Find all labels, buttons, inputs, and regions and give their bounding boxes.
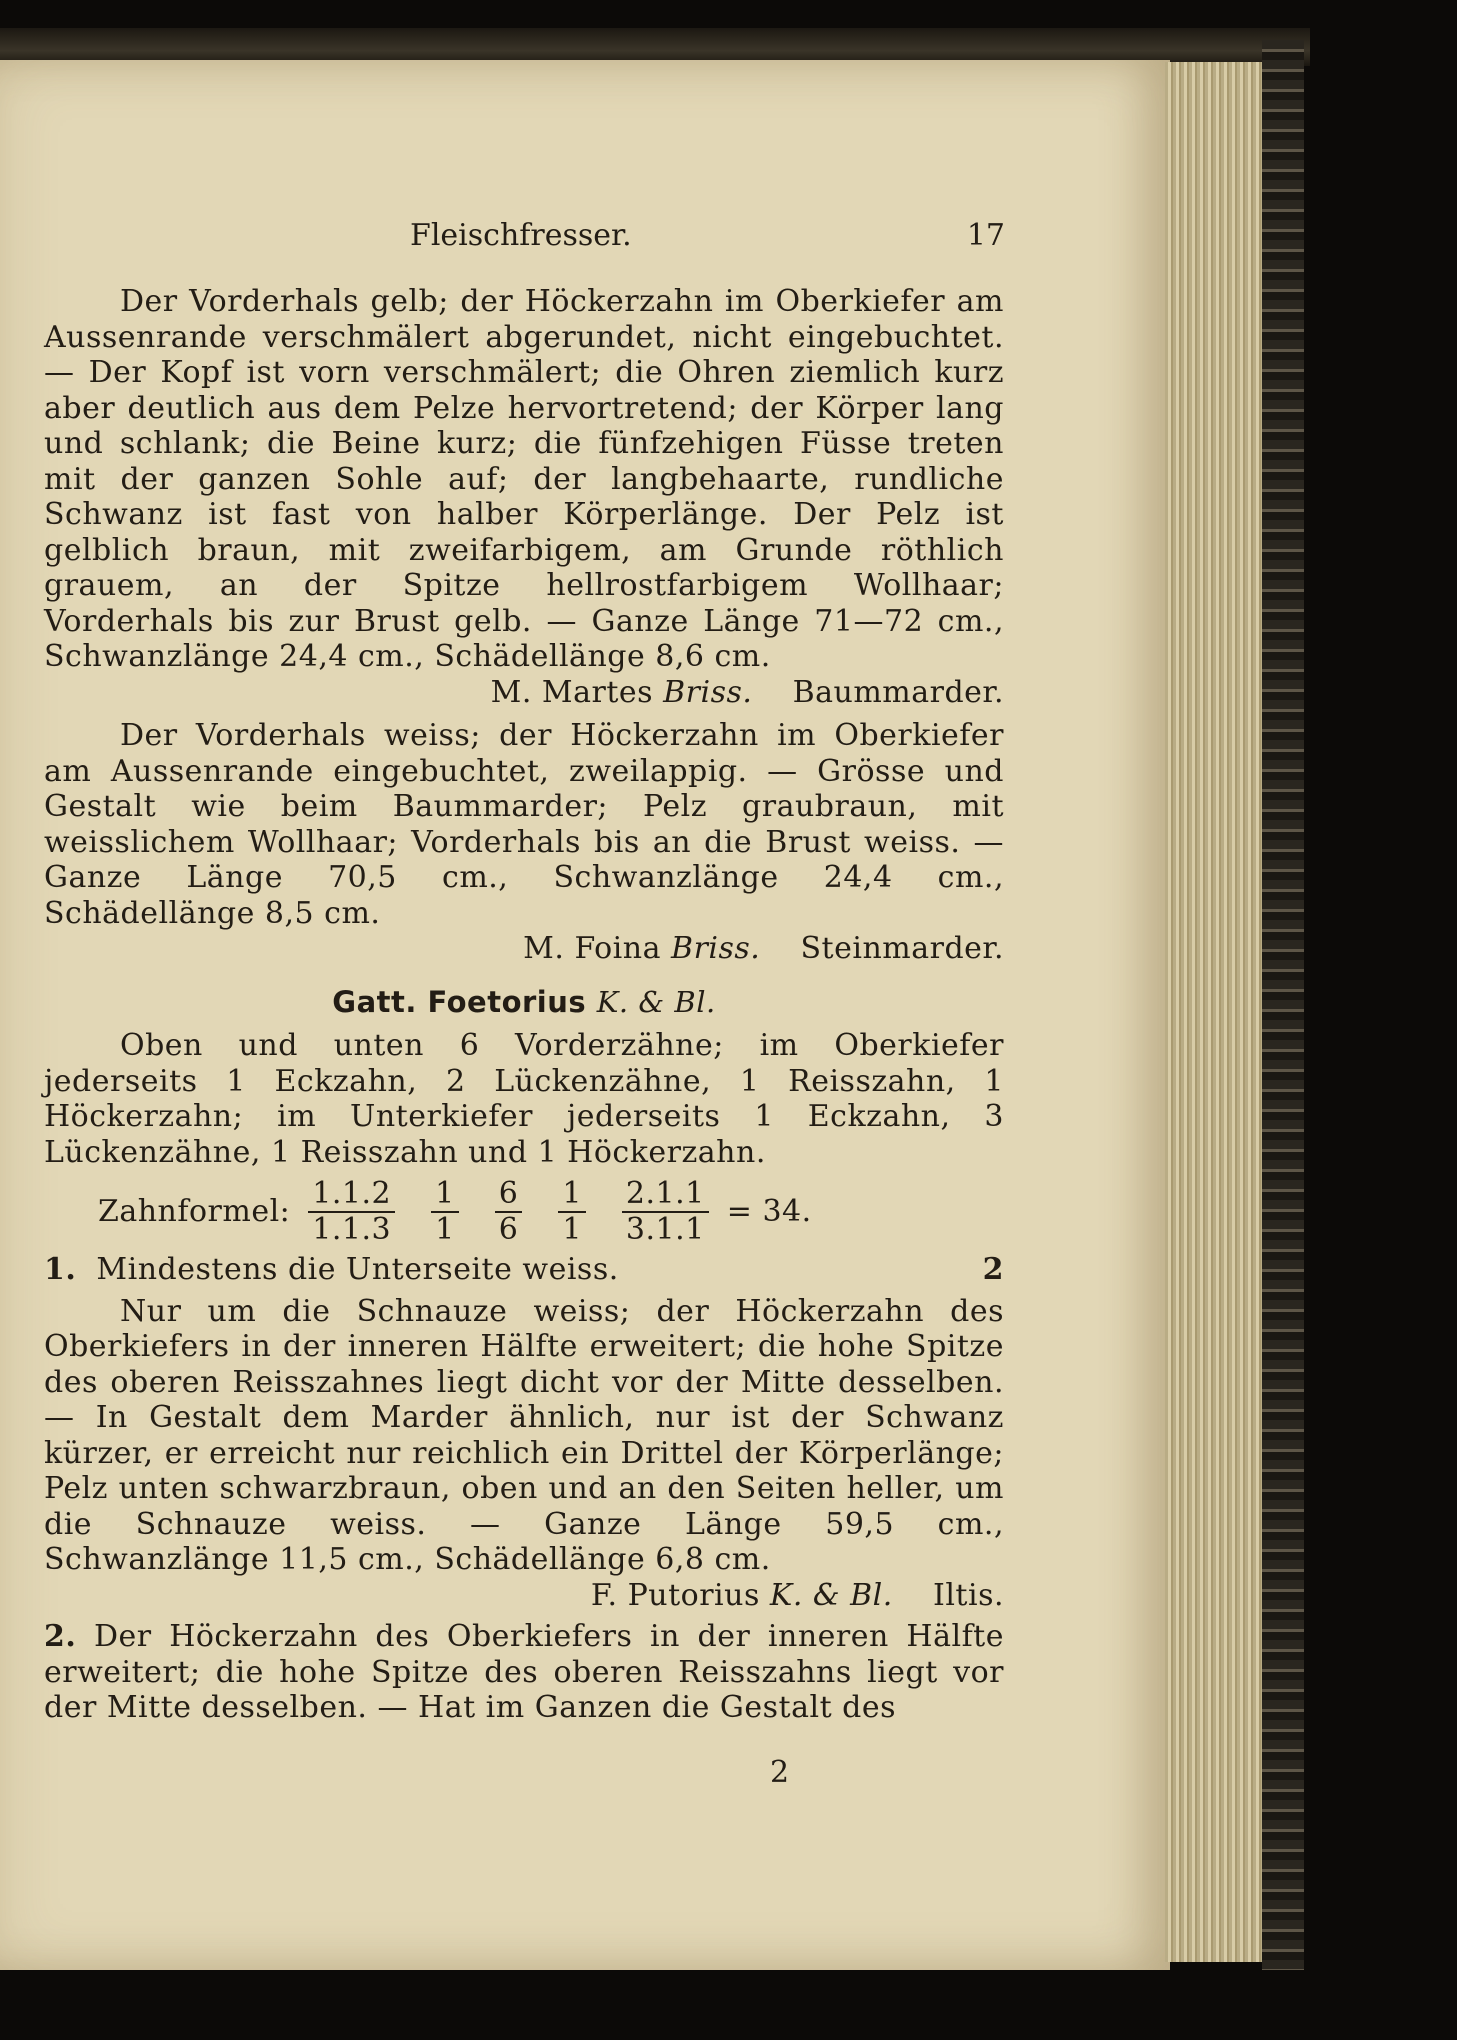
species-name: M. Martes [490,674,654,710]
paragraph-foetorius: Oben und unten 6 Vorderzähne; im Oberkiefer jederseits 1 Eckzahn, 2 Lückenzähne, 1 Reisszahn, 1 Höckerzahn; im Unterkiefer jederseits 1 Eckzahn, 3 Lückenzähne, 1 Reisszahn und 1 Höckerzahn. [44,1028,1004,1170]
fraction-numerator: 2.1.1 [622,1177,709,1213]
key-text: Mindestens die Unterseite weiss. [96,1252,619,1287]
fraction-numerator: 1 [431,1177,459,1213]
fraction-numerator: 1.1.2 [308,1177,395,1213]
page-number: 17 [966,218,1005,253]
species-line-martes [44,675,1004,711]
species-author: Briss. [663,674,753,710]
formula-fraction [558,1177,586,1247]
dental-formula [44,1172,1004,1252]
paragraph-steinmarder: Der Vorderhals weiss; der Höckerzahn im Oberkiefer am Aussenrande eingebuchtet, zweilappig. — Grösse und Gestalt wie beim Baummarder; Pelz graubraun, mit weisslichem Wollhaar; Vorderhals bis an die Brust weiss. — Ganze Länge 70,5 cm., Schwanzlänge 24,4 cm., Schädellänge 8,5 cm. [44,718,1004,931]
key-text: Der Höckerzahn des Oberkiefers in der inneren Hälfte erweitert; die hohe Spitze des oberen Reisszahns liegt vor der Mitte desselben. — Hat im Ganzen die Gestalt des [44,1619,1004,1725]
genus-label: Gatt. Foetorius [332,984,587,1019]
page-edges [1165,62,1265,1962]
fraction-denominator: 1.1.3 [312,1212,392,1247]
key-number: 2. [44,1619,77,1654]
species-line-foina [44,931,1004,967]
formula-fraction [495,1177,523,1247]
formula-fraction [308,1177,395,1247]
formula-fraction [431,1177,459,1247]
species-name: F. Putorius [590,1577,760,1613]
key-number: 1. [44,1252,77,1287]
signature-mark: 2 [770,1755,790,1790]
paragraph-baummarder: Der Vorderhals gelb; der Höckerzahn im Oberkiefer am Aussenrande verschmälert abgerundet, nicht eingebuchtet. — Der Kopf ist vorn verschmälert; die Ohren ziemlich kurz aber deutlich aus dem Pelze hervortretend; der Körper lang und schlank; die Beine kurz; die fünfzehigen Füsse treten mit der ganzen Sohle auf; der langbehaarte, rundliche Schwanz ist fast von halber Körperlänge. Der Pelz ist gelblich braun, mit zweifarbigem, am Grunde röthlich grauem, an der Spitze hellrostfarbigem Wollhaar; Vorderhals bis zur Brust gelb. — Ganze Länge 71—72 cm., Schwanzlänge 24,4 cm., Schädellänge 8,6 cm. [44,284,1004,674]
genus-heading [44,985,1004,1021]
species-name: M. Foina [523,931,661,966]
species-line-putorius [44,1578,1004,1614]
running-title: Fleischfresser. [410,218,632,253]
paragraph-iltis: Nur um die Schnauze weiss; der Höckerzahn des Oberkiefers in der inneren Hälfte erweitert; die hohe Spitze des oberen Reisszahnes liegt dicht vor der Mitte desselben. — In Gestalt dem Marder ähnlich, nur ist der Schwanz kürzer, er erreicht nur reichlich ein Drittel der Körperlänge; Pelz unten schwarzbraun, oben und an den Seiten heller, um die Schnauze weiss. — Ganze Länge 59,5 cm., Schwanzlänge 11,5 cm., Schädellänge 6,8 cm. [44,1293,1004,1577]
book-cover-edge [1262,40,1304,1970]
formula-fraction [622,1177,709,1247]
key-item-2 [44,1619,1004,1726]
fraction-denominator: 1 [435,1212,455,1247]
formula-label: Zahnformel: [98,1194,291,1230]
species-common-name: Baummarder. [792,674,1004,710]
main-text [44,284,1004,1726]
species-author: Briss. [671,931,761,966]
species-common-name: Steinmarder. [800,931,1004,966]
fraction-denominator: 3.1.1 [625,1212,705,1247]
species-common-name: Iltis. [932,1577,1004,1613]
fraction-numerator: 6 [495,1177,523,1213]
formula-result: = 34. [726,1194,812,1230]
genus-author: K. & Bl. [596,984,716,1019]
fraction-denominator: 1 [562,1212,582,1247]
key-item-1 [44,1252,1004,1288]
fraction-numerator: 1 [558,1177,586,1213]
fraction-denominator: 6 [498,1212,519,1247]
key-reference: 2 [982,1252,1004,1287]
running-header [410,218,1005,253]
species-author: K. & Bl. [769,1577,893,1613]
